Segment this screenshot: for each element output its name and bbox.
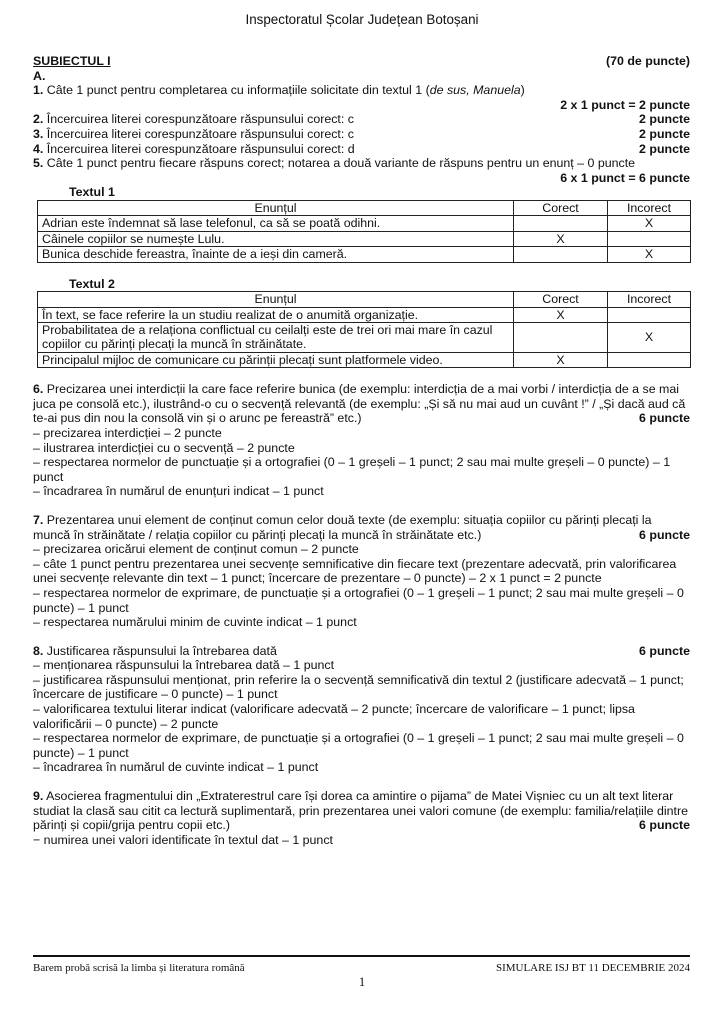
header-statement: Enunțul: [38, 200, 514, 215]
question-score: 6 puncte: [639, 527, 690, 542]
correct-cell: [514, 322, 608, 352]
statement-cell: Câinele copiilor se numește Lulu.: [38, 231, 514, 246]
statement-cell: Principalul mijloc de comunicare cu părinții plecați sunt platformele video.: [38, 352, 514, 367]
criterion: – ilustrarea interdicției cu o secvență – 2 puncte: [33, 440, 295, 455]
criterion: – valorificarea textului literar indicat (valorificare adecvată – 2 puncte; încercare de valorificare – 1 punct; lipsa valorificării – 0 puncte) – 2 puncte: [33, 702, 635, 731]
question-text: Asocierea fragmentului din „Extraterestrul care își dorea ca amintire o pijama” de Matei Vișniec cu un alt text literar studiat la clasă sau citit ca lectură suplimentară, prin prezentarea unei valori comune (de exemplu: familia/relațiile dintre părinți și copii/grija pentru copii etc.): [33, 789, 688, 833]
question-number: 3.: [33, 126, 44, 141]
correct-cell: X: [514, 231, 608, 246]
question-1: [33, 83, 690, 98]
question-score: 6 puncte: [639, 818, 690, 833]
question-intro: [33, 644, 690, 659]
header-incorrect: Incorect: [608, 200, 691, 215]
statement-cell: Probabilitatea de a relaționa conflictual cu ceilalți este de trei ori mai mare în cazul copiilor cu părinți plecați la muncă în străinătate.: [38, 322, 514, 352]
question-number: 5.: [33, 156, 44, 171]
table-header-row: [38, 292, 691, 307]
criterion: – respectarea normelor de exprimare, de punctuație și a ortografiei (0 – 1 greșeli – 1 punct; 2 sau mai multe greșeli – 0 puncte) – 1 punct: [33, 731, 684, 760]
question-number: 8.: [33, 643, 44, 658]
table-row: [38, 216, 691, 231]
table-row: [38, 307, 691, 322]
question-1-score: 2 x 1 punct = 2 puncte: [560, 97, 690, 112]
table-header-row: [38, 200, 691, 215]
page-number: 1: [358, 974, 366, 989]
statement-cell: Bunica deschide fereastra, înainte de a ieși din cameră.: [38, 247, 514, 262]
question-text-end: ): [520, 83, 525, 98]
criterion: – precizarea oricărui element de conținut comun – 2 puncte: [33, 542, 359, 557]
question-9: [33, 789, 690, 847]
footer-left: Barem probă scrisă la limba și literatura română: [33, 962, 245, 974]
criterion: − numirea unei valori identificate în textul dat – 1 punct: [33, 832, 333, 847]
header-incorrect: Incorect: [608, 292, 691, 307]
page-header: Inspectoratul Școlar Județean Botoșani: [245, 12, 479, 27]
question-8: [33, 644, 690, 775]
correct-cell: [514, 247, 608, 262]
question-7: [33, 513, 690, 630]
question-number: 7.: [33, 512, 44, 527]
criterion: – încadrarea în numărul de cuvinte indicat – 1 punct: [33, 760, 319, 775]
question-text: Încercuirea literei corespunzătoare răspunsului corect: d: [43, 141, 355, 156]
table-row: [38, 352, 691, 367]
question-text: Încercuirea literei corespunzătoare răspunsului corect: c: [43, 126, 354, 141]
correct-cell: [514, 216, 608, 231]
subject-points: (70 de puncte): [606, 54, 690, 68]
question-number: 9.: [33, 789, 44, 804]
question-number: 6.: [33, 382, 44, 397]
subject-title: SUBIECTUL I: [33, 54, 111, 68]
incorrect-cell: [608, 352, 691, 367]
question-text: Încercuirea literei corespunzătoare răspunsului corect: c: [43, 112, 354, 127]
question-number: 1.: [33, 83, 44, 98]
correct-cell: X: [514, 352, 608, 367]
criterion: – menționarea răspunsului la întrebarea dată – 1 punct: [33, 658, 335, 673]
criterion: – justificarea răspunsului menționat, prin referire la o secvență semnificativă din textul 2 (justificare adecvată – 1 punct; încercare de justificare – 0 puncte) – 1 punct: [33, 672, 684, 702]
text2-table: [37, 291, 691, 368]
text2-title: Textul 2: [69, 276, 115, 291]
criterion: – respectarea normelor de punctuație și a ortografiei (0 – 1 greșeli – 1 punct; 2 sau mai multe greșeli – 0 puncte) – 1 punct: [33, 455, 671, 484]
header-correct: Corect: [514, 200, 608, 215]
statement-cell: Adrian este îndemnat să lase telefonul, ca să se poată odihni.: [38, 216, 514, 231]
table-row: [38, 247, 691, 262]
incorrect-cell: X: [608, 216, 691, 231]
criterion: – respectarea normelor de exprimare, de punctuație și a ortografiei (0 – 1 greșeli – 1 punct; 2 sau mai multe greșeli – 0 puncte) – 1 punct: [33, 585, 684, 615]
document-body: [33, 54, 690, 847]
criterion: – câte 1 punct pentru prezentarea unei secvențe semnificative din fiecare text (prezentare adecvată, prin valorificarea unei secvențe relevante din text – 1 punct; încercare de prezentare – 0 puncte) – 2 x 1 punct = 2 puncte: [33, 556, 677, 586]
question-number: 2.: [33, 112, 44, 127]
question-italic-answer: de sus, Manuela: [429, 83, 521, 98]
header-correct: Corect: [514, 292, 608, 307]
criterion: – încadrarea în numărul de enunțuri indicat – 1 punct: [33, 484, 324, 499]
text1-table: [37, 200, 691, 263]
question-score: 2 puncte: [639, 112, 690, 127]
question-text: Câte 1 punct pentru completarea cu informațiile solicitate din textul 1 (: [43, 83, 430, 98]
question-5-score: 6 x 1 punct = 6 puncte: [560, 170, 690, 185]
question-text: Justificarea răspunsului la întrebarea dată: [43, 643, 277, 658]
question-score: 6 puncte: [639, 411, 690, 426]
section-a-label: A.: [33, 68, 46, 83]
criterion: – precizarea interdicției – 2 puncte: [33, 425, 222, 440]
question-text: Câte 1 punct pentru fiecare răspuns corect; notarea a două variante de răspuns pentru un enunț – 0 puncte: [43, 156, 636, 171]
incorrect-cell: [608, 231, 691, 246]
question-score: 6 puncte: [639, 643, 690, 658]
table-row: [38, 231, 691, 246]
footer-divider: [33, 955, 690, 957]
incorrect-cell: [608, 307, 691, 322]
question-score: 2 puncte: [639, 126, 690, 141]
question-score: 2 puncte: [639, 141, 690, 156]
incorrect-cell: X: [608, 322, 691, 352]
question-text: Precizarea unei interdicții la care face referire bunica (de exemplu: interdicția de a mai vorbi / interdicția de a se mai juca pe consolă etc.), ilustrând-o cu o secvență relevantă (de exemplu: „Și să nu mai aud un cuvânt !” / „Și dacă aud că te-ai pus din nou la consolă vin și o arunc pe fereastră” etc.): [33, 382, 686, 426]
incorrect-cell: X: [608, 247, 691, 262]
text1-title: Textul 1: [69, 185, 115, 200]
question-3: [33, 127, 690, 142]
question-2: [33, 112, 690, 127]
question-text: Prezentarea unui element de conținut comun celor două texte (de exemplu: situația copiilor cu părinți plecați la muncă în străinătate / relația copiilor cu părinți plecați la muncă în străinătate etc.): [33, 512, 652, 542]
statement-cell: În text, se face referire la un studiu realizat de o anumită organizație.: [38, 307, 514, 322]
question-number: 4.: [33, 141, 44, 156]
footer-right: SIMULARE ISJ BT 11 DECEMBRIE 2024: [495, 962, 690, 974]
question-6: [33, 382, 690, 499]
criterion: – respectarea numărului minim de cuvinte indicat – 1 punct: [33, 615, 357, 630]
question-5: [33, 156, 690, 171]
question-4: [33, 142, 690, 157]
correct-cell: X: [514, 307, 608, 322]
table-row: [38, 322, 691, 352]
subject-heading: [33, 54, 690, 69]
header-statement: Enunțul: [38, 292, 514, 307]
